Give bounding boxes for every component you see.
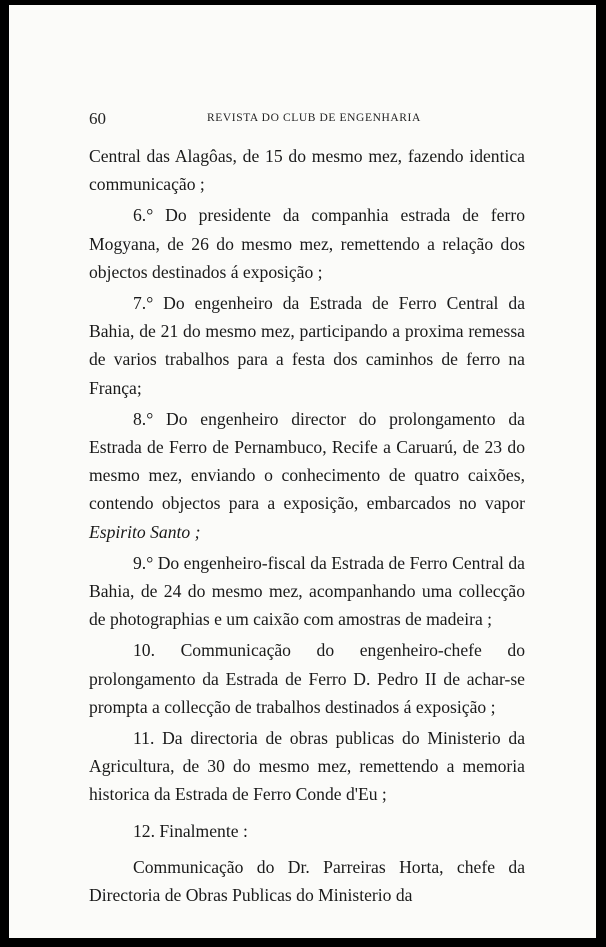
document-page: [9, 5, 596, 938]
paragraph-continuation: Central das Alagôas, de 15 do mesmo mez, fazendo identica communicação ;: [89, 146, 525, 195]
paragraph-item-6: 6.° Do presidente da companhia estrada de ferro Mogyana, de 26 do mesmo mez, remettendo a relação dos objectos destinados á exposição ;: [89, 205, 525, 282]
paragraph-item-10: 10. Communicação do engenheiro-chefe do prolongamento da Estrada de Ferro D. Pedro II de achar-se prompta a collecção de trabalhos destinados á exposição ;: [89, 640, 525, 717]
paragraph-item-7: 7.° Do engenheiro da Estrada de Ferro Central da Bahia, de 21 do mesmo mez, participando a proxima remessa de varios trabalhos para a festa dos caminhos de ferro na França;: [89, 293, 525, 398]
paragraph-item-8: [89, 405, 525, 546]
running-title: REVISTA DO CLUB DE ENGENHARIA: [207, 112, 421, 124]
paragraph-item-8-text: 8.° Do engenheiro director do prolongamento da Estrada de Ferro de Pernambuco, Recife a Caruarú, de 23 do mesmo mez, enviando o conhecimento de quatro caixões, contendo objectos para a exposição, embarcados no vapor: [89, 408, 525, 514]
page-number: 60: [89, 109, 106, 128]
paragraph-item-11: 11. Da directoria de obras publicas do Ministerio da Agricultura, de 30 do mesmo mez, remettendo a memoria historica da Estrada de Ferro Conde d'Eu ;: [89, 728, 525, 805]
page-header: [89, 109, 529, 131]
paragraph-item-12: 12. Finalmente :: [133, 820, 248, 841]
paragraph-item-9: 9.° Do engenheiro-fiscal da Estrada de Ferro Central da Bahia, de 24 do mesmo mez, acompanhando uma collecção de photographias e um caixão com amostras de madeira ;: [89, 552, 525, 630]
ship-name: Espirito Santo ;: [89, 521, 201, 542]
body-text: [89, 142, 525, 909]
paragraph-final: Communicação do Dr. Parreiras Horta, chefe da Directoria de Obras Publicas do Ministerio da: [89, 856, 525, 906]
